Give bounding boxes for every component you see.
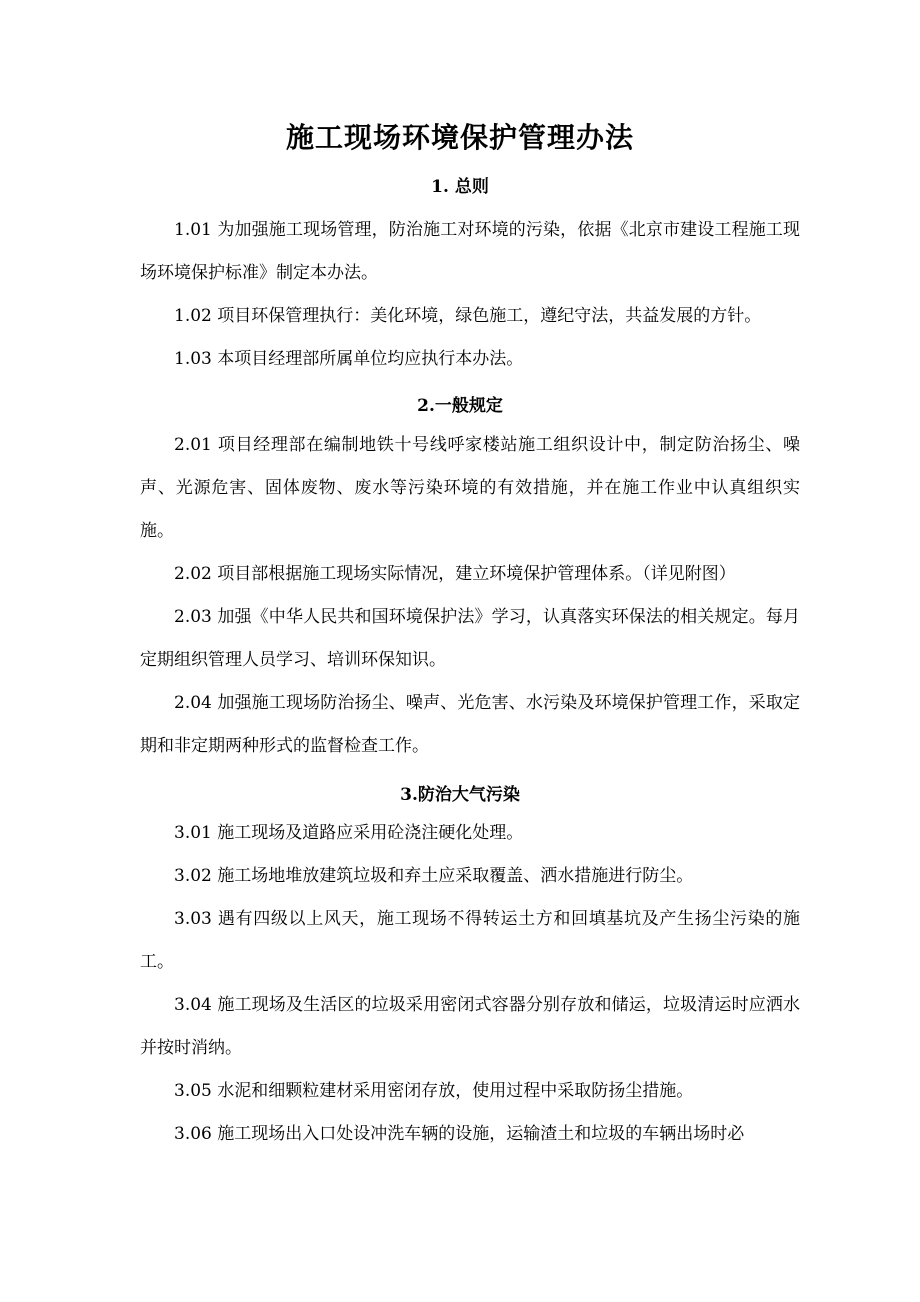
paragraph-1-03: 1.03 本项目经理部所属单位均应执行本办法。	[174, 349, 524, 369]
paragraph-3-05: 3.05 水泥和细颗粒建材采用密闭存放，使用过程中采取防扬尘措施。	[174, 1081, 694, 1101]
document-title: 施工现场环境保护管理办法	[285, 121, 634, 154]
paragraph-3-06: 3.06 施工现场出入口处设冲洗车辆的设施，运输渣土和垃圾的车辆出场时必	[174, 1124, 745, 1144]
section-heading-general: 1. 总则	[431, 177, 489, 197]
paragraph-3-01: 3.01 施工现场及道路应采用砼浇注硬化处理。	[174, 823, 524, 843]
paragraph-3-04: 3.04 施工现场及生活区的垃圾采用密闭式容器分别存放和储运，垃圾清运时应洒水并按时消纳。	[140, 995, 800, 1058]
paragraph-2-04: 2.04 加强施工现场防治扬尘、噪声、光危害、水污染及环境保护管理工作，采取定期和非定期两种形式的监督检查工作。	[140, 693, 800, 756]
paragraph-2-01: 2.01 项目经理部在编制地铁十号线呼家楼站施工组织设计中，制定防治扬尘、噪声、光源危害、固体废物、废水等污染环境的有效措施，并在施工作业中认真组织实施。	[140, 435, 800, 541]
section-heading-air-pollution: 3.防治大气污染	[400, 785, 520, 805]
section-heading-general-rules: 2.一般规定	[417, 396, 503, 416]
paragraph-2-02: 2.02 项目部根据施工现场实际情况，建立环境保护管理体系。（详见附图）	[174, 564, 736, 584]
paragraph-1-01: 1.01 为加强施工现场管理，防治施工对环境的污染，依据《北京市建设工程施工现场环境保护标准》制定本办法。	[140, 220, 800, 283]
paragraph-3-03: 3.03 遇有四级以上风天，施工现场不得转运土方和回填基坑及产生扬尘污染的施工。	[140, 909, 800, 972]
paragraph-2-03: 2.03 加强《中华人民共和国环境保护法》学习，认真落实环保法的相关规定。每月定期组织管理人员学习、培训环保知识。	[140, 607, 800, 670]
paragraph-3-02: 3.02 施工场地堆放建筑垃圾和弃土应采取覆盖、洒水措施进行防尘。	[174, 866, 694, 886]
paragraph-1-02: 1.02 项目环保管理执行：美化环境，绿色施工，遵纪守法，共益发展的方针。	[174, 306, 762, 326]
